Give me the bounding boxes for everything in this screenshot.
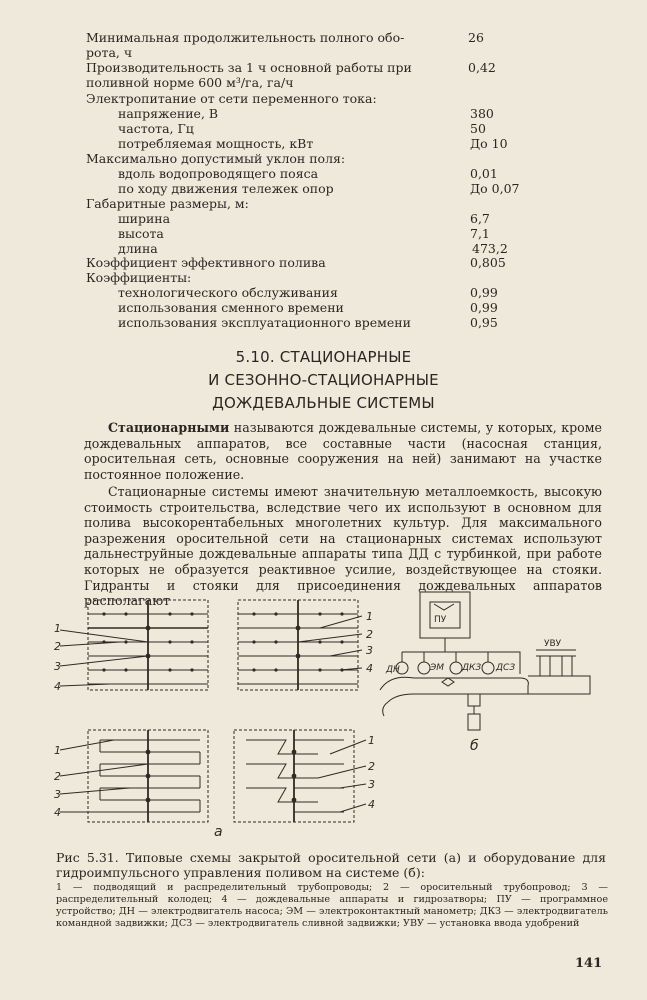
section-title-line: ДОЖДЕВАЛЬНЫЕ СИСТЕМЫ xyxy=(212,394,435,412)
spec-row xyxy=(0,30,647,45)
callout-number: 3 xyxy=(368,778,375,791)
equipment-diagram xyxy=(380,592,590,730)
paragraph-text: Стационарные системы имеют значительную металлоемкость, высокую стоимость строительства, вследствие чего их используют в основном для полива высокорентабельных многолетних культур. Для максимального разрежения оросительной сети на стационарных системах используют дальнеструйные дождевальные аппараты типа ДД с турбинкой, при работе которых не образуется реактивное усилие, воздействующее на стояки. Гидранты и стояки для присоединения дождевальных аппаратов располагают xyxy=(84,484,602,609)
spec-row xyxy=(0,60,647,75)
spec-label: высота xyxy=(118,226,164,241)
callout-number: 4 xyxy=(54,806,61,819)
spec-row xyxy=(0,270,647,285)
spec-label: вдоль водопроводящего пояса xyxy=(118,166,319,181)
paragraph-definition xyxy=(84,420,602,482)
spec-row xyxy=(0,196,647,211)
figure-part-label: а xyxy=(214,824,223,840)
spec-label: длина xyxy=(118,241,158,256)
spec-value: 0,805 xyxy=(470,255,506,270)
spec-label: использования сменного времени xyxy=(118,300,344,315)
spec-row xyxy=(0,315,647,330)
spec-row xyxy=(0,300,647,315)
spec-value: 7,1 xyxy=(470,226,490,241)
callout-number: 2 xyxy=(366,628,373,641)
spec-label: Габаритные размеры, м: xyxy=(86,196,249,211)
equipment-label: ДСЗ xyxy=(496,663,516,673)
callout-number: 3 xyxy=(366,644,373,657)
spec-label: поливной норме 600 м³/га, га/ч xyxy=(86,75,294,90)
page-number: 141 xyxy=(575,956,603,971)
spec-row xyxy=(0,121,647,136)
spec-label: рота, ч xyxy=(86,45,133,60)
spec-value: 0,99 xyxy=(470,300,498,315)
callout-number: 3 xyxy=(54,660,61,673)
figure-legend: 1 — подводящий и распределительный трубопроводы; 2 — оросительный трубопровод; 3 — распределительный колодец; 4 — дождевальные аппараты и гидрозатворы; ПУ — программное устройство; ДН — электродвигатель насоса; ЭМ — электроконтактный манометр; ДКЗ — электродвигатель командной задвижки; ДСЗ — электродвигатель сливной задвижки; УВУ — установка ввода удобрений xyxy=(56,882,608,929)
callout-number: 1 xyxy=(54,622,61,635)
equipment-label: ПУ xyxy=(434,615,447,625)
callout-number: 2 xyxy=(54,640,61,653)
spec-label: напряжение, В xyxy=(118,106,219,121)
spec-label: технологического обслуживания xyxy=(118,285,338,300)
spec-label: частота, Гц xyxy=(118,121,194,136)
callout-number: 2 xyxy=(368,760,375,773)
spec-value: 50 xyxy=(470,121,486,136)
spec-value: До 10 xyxy=(470,136,508,151)
callout-number: 1 xyxy=(54,744,61,757)
spec-label: по ходу движения тележек опор xyxy=(118,181,334,196)
figure-part-label: б xyxy=(470,738,479,754)
spec-row xyxy=(0,285,647,300)
defined-term: Стационарными xyxy=(108,420,230,435)
spec-label: потребляемая мощность, кВт xyxy=(118,136,314,151)
spec-row xyxy=(0,181,647,196)
spec-row xyxy=(0,166,647,181)
callout-number: 4 xyxy=(366,662,373,675)
figure-irrigation-schemes xyxy=(50,590,610,840)
callout-number: 3 xyxy=(54,788,61,801)
figure-caption: Рис 5.31. Типовые схемы закрытой оросительной сети (а) и оборудование для гидроимпульсного управления поливом на системе (б): xyxy=(56,850,606,880)
equipment-label: ДКЗ xyxy=(462,663,482,673)
spec-value: 26 xyxy=(468,30,484,45)
spec-row xyxy=(0,136,647,151)
spec-row xyxy=(0,226,647,241)
spec-row xyxy=(0,45,647,60)
spec-value: До 0,07 xyxy=(470,181,520,196)
callout-number: 1 xyxy=(368,734,375,747)
spec-row xyxy=(0,75,647,90)
spec-row xyxy=(0,151,647,166)
callout-number: 4 xyxy=(54,680,61,693)
section-title-line: И СЕЗОННО-СТАЦИОНАРНЫЕ xyxy=(208,371,439,389)
scheme-bottom-left xyxy=(60,730,208,822)
spec-row xyxy=(0,241,647,256)
spec-row xyxy=(0,106,647,121)
spec-value: 0,99 xyxy=(470,285,498,300)
spec-row xyxy=(0,211,647,226)
section-title-line: 5.10. СТАЦИОНАРНЫЕ xyxy=(235,348,412,366)
spec-value: 6,7 xyxy=(470,211,490,226)
spec-value: 0,95 xyxy=(470,315,498,330)
spec-label: Производительность за 1 ч основной работы при xyxy=(86,60,412,75)
spec-label: Коэффициент эффективного полива xyxy=(86,255,326,270)
spec-row xyxy=(0,91,647,106)
equipment-label: ДН xyxy=(386,665,400,675)
spec-label: использования эксплуатационного времени xyxy=(118,315,411,330)
spec-label: Электропитание от сети переменного тока: xyxy=(86,91,377,106)
spec-label: ширина xyxy=(118,211,171,226)
spec-value: 473,2 xyxy=(472,241,508,256)
callout-number: 2 xyxy=(54,770,61,783)
spec-label: Коэффициенты: xyxy=(86,270,192,285)
callout-number: 4 xyxy=(368,798,375,811)
scheme-bottom-middle xyxy=(234,730,366,822)
spec-value: 0,01 xyxy=(470,166,498,181)
equipment-label: УВУ xyxy=(544,639,562,649)
equipment-label: ЭМ xyxy=(430,663,445,673)
spec-row xyxy=(0,255,647,270)
spec-label: Максимально допустимый уклон поля: xyxy=(86,151,346,166)
scheme-top-left xyxy=(60,600,208,690)
spec-value: 0,42 xyxy=(468,60,496,75)
spec-value: 380 xyxy=(470,106,494,121)
callout-number: 1 xyxy=(366,610,373,623)
paragraph-text: называются дождевальные системы, у которых, кроме дождевальных аппаратов, все составные части (насосная станция, оросительная сеть, основные сооружения на ней) занимают на участке постоянное положение. xyxy=(84,420,602,482)
spec-label: Минимальная продолжительность полного обо- xyxy=(86,30,405,45)
